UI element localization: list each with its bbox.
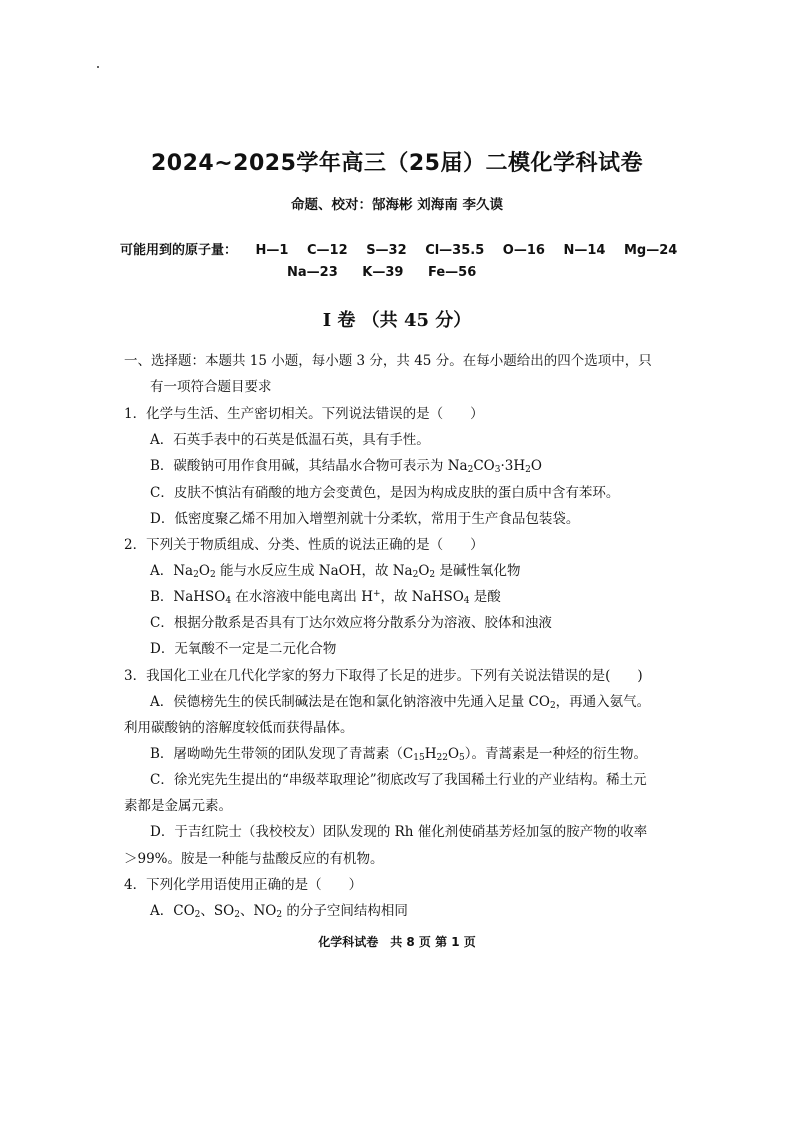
q4-option-a: A．$CO_2$、$SO_2$、$NO_2$ 的分子空间结构相同 (150, 903, 408, 920)
atomic-mass-label: 可能用到的原子量： (120, 243, 238, 258)
q3-option-c-line-2: 素都是金属元素。 (124, 798, 232, 814)
exam-title: 2024~2025学年高三（25届）二模化学科试卷 (150, 151, 643, 176)
atomic-mass-h: H—1 (255, 243, 289, 258)
instructions-line-1: 一、选择题：本题共 15 小题，每小题 3 分，共 45 分。在每小题给出的四个选项中，只 (124, 353, 652, 369)
q3-option-d-line-1: D．于吉红院士（我校校友）团队发现的 Rh 催化剂使硝基芳烃加氢的胺产物的收率 (150, 824, 648, 840)
q3-option-c-line-1: C．徐光宪先生提出的“串级萃取理论”彻底改写了我国稀土行业的产业结构。稀土元 (150, 772, 647, 788)
atomic-mass-cl: Cl—35.5 (425, 243, 485, 258)
atomic-mass-n: N—14 (563, 243, 606, 258)
q1-option-d: D．低密度聚乙烯不用加入增塑剂就十分柔软，常用于生产食品包装袋。 (150, 511, 580, 527)
q4-stem: 4．下列化学用语使用正确的是（ ） (124, 877, 363, 893)
q3-option-b: B．屠呦呦先生带领的团队发现了青蒿素$(C_{15}H_{22}O_5)$。青蒿素是一种烃的衍生物。 (150, 746, 647, 763)
q1-stem: 1．化学与生活、生产密切相关。下列说法错误的是（ ） (124, 406, 484, 422)
exam-authors: 命题、校对：郜海彬 刘海南 李久谟 (291, 197, 503, 213)
atomic-mass-na: Na—23 (287, 265, 338, 280)
atomic-mass-o: O—16 (502, 243, 545, 258)
q1-option-c: C．皮肤不慎沾有硝酸的地方会变黄色，是因为构成皮肤的蛋白质中含有苯环。 (150, 485, 620, 501)
atomic-mass-fe: Fe—56 (427, 265, 477, 280)
q1-option-b: B．碳酸钠可用作食用碱，其结晶水合物可表示为 $Na_2CO_3\cdot 3H_2O$ (150, 458, 542, 475)
page-footer: 化学科试卷 共 8 页 第 1 页 (318, 935, 476, 949)
instructions-line-2: 有一项符合题目要求 (150, 379, 272, 395)
q3-option-d-line-2: ＞99%。胺是一种能与盐酸反应的有机物。 (124, 851, 384, 867)
scan-speck (97, 66, 99, 68)
q1-option-a: A．石英手表中的石英是低温石英，具有手性。 (150, 432, 430, 448)
q2-option-b: B．NaHSO$_4$ 在水溶液中能电离出 H+，故 NaHSO$_4$ 是酸 (150, 589, 501, 606)
atomic-mass-mg: Mg—24 (624, 243, 678, 258)
atomic-mass-c: C—12 (307, 243, 348, 258)
q2-stem: 2．下列关于物质组成、分类、性质的说法正确的是（ ） (124, 537, 484, 553)
atomic-mass-row-1 (120, 239, 691, 258)
q3-option-a-line-1: A．侯德榜先生的侯氏制碱法是在饱和氯化钠溶液中先通入足量 $CO_2$，再通入氨气。 (150, 694, 651, 711)
atomic-mass-k: K—39 (362, 265, 404, 280)
q2-option-d: D．无氧酸不一定是二元化合物 (150, 641, 337, 657)
atomic-mass-row-2 (287, 265, 490, 280)
section-title: I 卷 （共 45 分） (322, 310, 472, 331)
atomic-mass-s: S—32 (366, 243, 407, 258)
q3-option-a-line-2: 利用碳酸钠的溶解度较低而获得晶体。 (124, 720, 354, 736)
q2-option-a: A．$Na_2O_2$ 能与水反应生成 NaOH，故 $Na_2O_2$ 是碱性氧化物 (150, 563, 521, 580)
q3-stem: 3．我国化工业在几代化学家的努力下取得了长足的进步。下列有关说法错误的是( ) (124, 668, 643, 684)
q2-option-c: C．根据分散系是否具有丁达尔效应将分散系分为溶液、胶体和浊液 (150, 615, 552, 631)
